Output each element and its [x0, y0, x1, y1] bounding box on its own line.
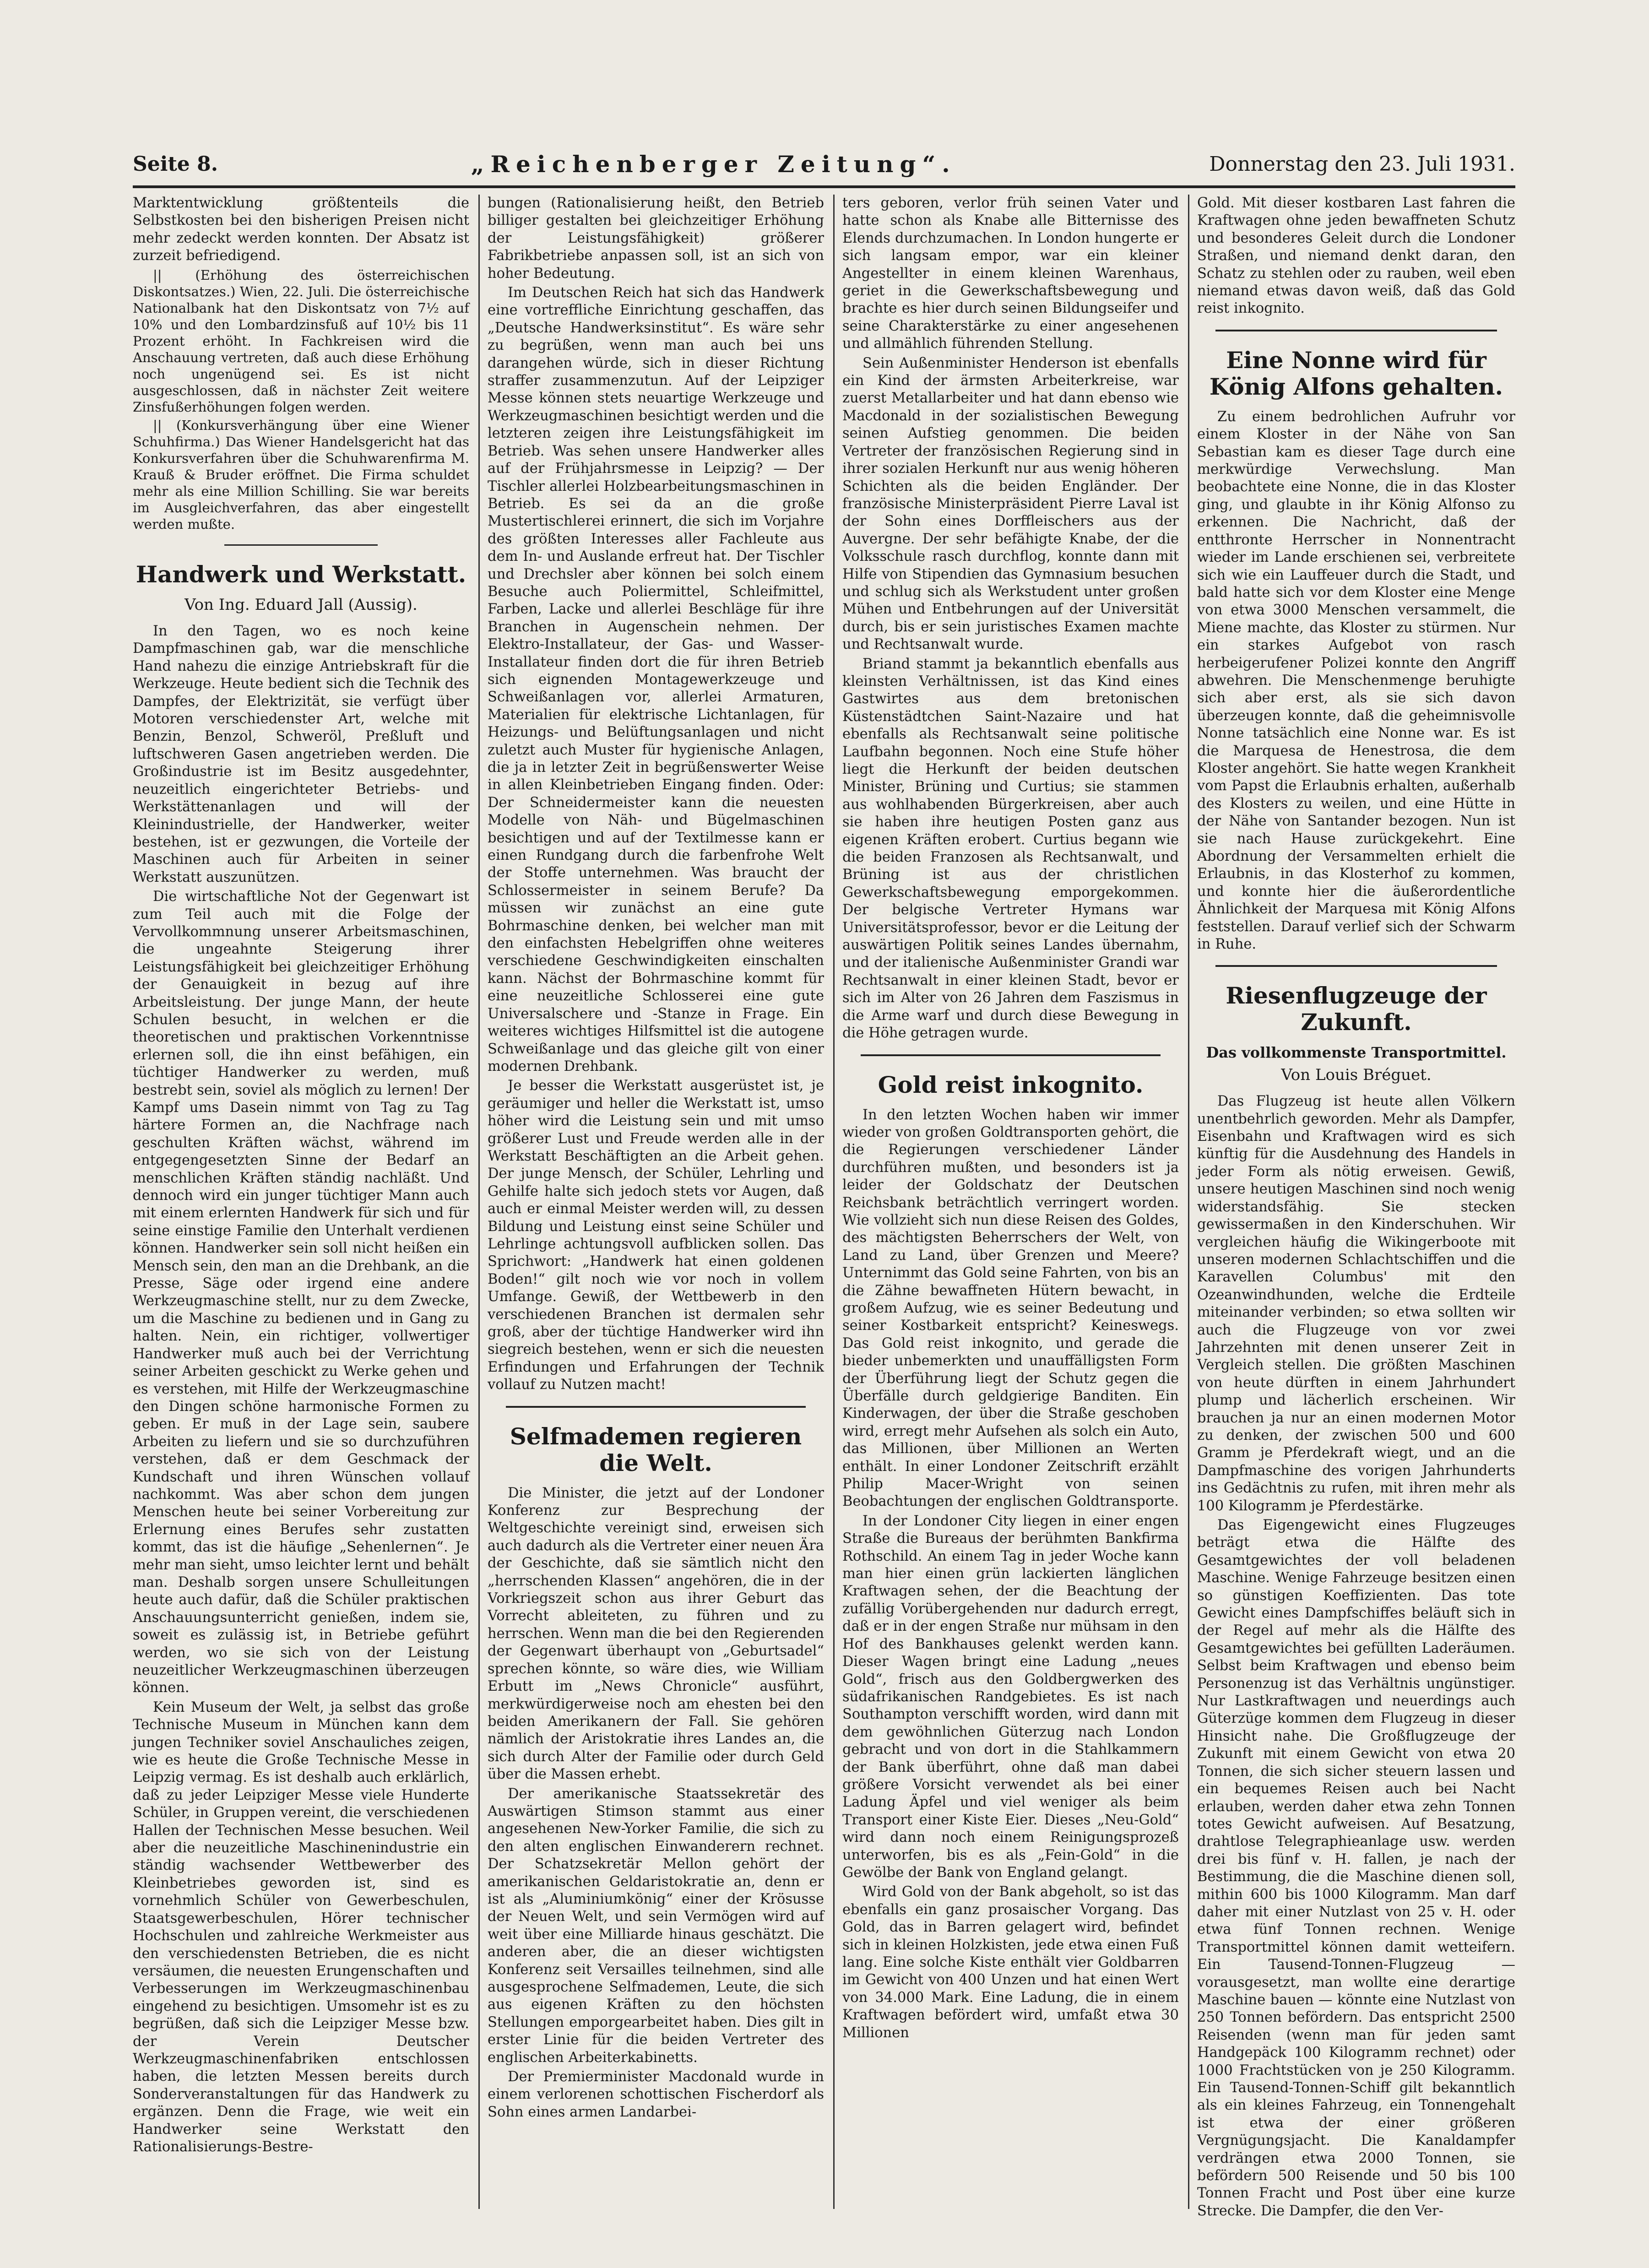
column-rule — [478, 195, 480, 2209]
article-subtitle: Das vollkommenste Transportmittel. — [1206, 1044, 1507, 1062]
columns — [133, 195, 1515, 2218]
divider — [1215, 330, 1497, 331]
article-byline: Von Louis Bréguet. — [1281, 1065, 1432, 1084]
article-paragraph: Die wirtschaftliche Not der Gegenwart ist zum Teil auch mit die Folge der Vervollkommnung unserer Arbeitsmaschinen, die ungeahnte Steigerung ihrer Leistungsfähigkeit bei gleichzeitiger Erhöhung der Genauigkeit in bezug auf ihre Arbeitsleistung. Der junge Mann, der heute Schulen besucht, in welchen er die theoretischen und praktischen Vorkenntnisse erlernen soll, die ihn einst befähigen, ein tüchtiger Handwerker zu werden, muß bestrebt sein, soviel als möglich zu lernen! Der Kampf ums Dasein nimmt von Tag zu Tag härtere Formen an, die Nachfrage nach geschulten Kräften wächst, während im entgegengesetzten Sinne der Bedarf an menschlichen Kräften ständig nachläßt. Und dennoch wird ein junger tüchtiger Mann auch mit einem erlernten Handwerk für sich und für seine einstige Familie den Unterhalt verdienen können. Handwerker sein soll nicht heißen ein Mensch sein, den man an die Drehbank, an die Presse, Säge oder irgend eine andere Werkzeugmaschine stellt, nur zu dem Zwecke, um die Maschine zu bedienen und in Gang zu halten. Nein, ein richtiger, vollwertiger Handwerker muß auch bei der Verrichtung seiner Arbeiten geschickt zu Werke gehen und es verstehen, mit Hilfe der Werkzeugmaschine den Dingen schöne harmonische Formen zu geben. Er muß in der Lage sein, saubere Arbeiten zu liefern und sie so durchzuführen verstehen, daß er dem Geschmack der Kundschaft und ihren Wünschen vollauf nachkommt. Was aber schon dem jungen Menschen heute bei seiner Vorbereitung zur Erlernung eines Berufes sehr zustatten kommt, das ist die häufige „Sehenlernen“. Je mehr man sieht, umso leichter lernt und behält man. Deshalb sorgen unsere Schulleitungen heute auch dafür, daß die Schüler praktischen Anschauungsunterricht genießen, indem sie, soweit es zulässig ist, in Betriebe geführt werden, wo sie sich von der Leistung neuzeitlicher Werkzeugmaschinen überzeugen können. — [133, 889, 469, 1696]
article-paragraph: Sein Außenminister Henderson ist ebenfalls ein Kind der ärmsten Arbeiterkreise, war zuerst Metallarbeiter und hat dann ebenso wie Macdonald in der sozialistischen Bewegung seinen Aufstieg genommen. Die beiden Vertreter der französischen Regierung sind in ihrer sozialen Herkunft nur aus wenig höheren Schichten als die beiden Engländer. Der französische Ministerpräsident Pierre Laval ist der Sohn eines Dorffleischers aus der Auvergne. Der sehr befähigte Knabe, der die Volksschule rasch durchflog, konnte dann mit Hilfe von Stipendien das Gymnasium besuchen und schlug sich als Werkstudent unter großen Mühen und Entbehrungen auf der Universität durch, bis er sein juristisches Examen machte und Rechtsanwalt wurde. — [842, 355, 1179, 653]
divider — [224, 544, 378, 546]
divider — [861, 1054, 1161, 1056]
header-rule — [133, 185, 1515, 188]
article-title: Handwerk und Werkstatt. — [136, 560, 466, 588]
article-paragraph: Im Deutschen Reich hat sich das Handwerk eine vortreffliche Einrichtung geschaffen, das „Deutsche Handwerksinstitut“. Es wäre sehr zu begrüßen, wenn man auch bei uns darangehen würde, sich in dieser Richtung straffer zusammenzutun. Auf der Leipziger Messe können stets neuartige Werkzeuge und Werkzeugmaschinen besichtigt werden und die letzteren zeigen ihre Leistungsfähigkeit im Betrieb. Was sehen unsere Handwerker alles auf der Frühjahrsmesse in Leipzig? — Der Tischler allerlei Holzbearbeitungsmaschinen in Betrieb. Es sei da an die große Mustertischlerei erinnert, die sich im Vorjahre des größten Interesses aller Fachleute aus dem In- und Auslande erfreut hat. Der Tischler und Drechsler aber können bei solch einem Besuche auch Poliermittel, Schleifmittel, Farben, Lacke und allerlei Beschläge für ihre Branchen in Augenschein nehmen. Der Elektro-Installateur, der Gas- und Wasser-Installateur finden dort die für ihren Betrieb sich eignenden Montagewerkzeuge und Schweißanlagen vor, allerlei Armaturen, Materialien für elektrische Lichtanlagen, für Heizungs- und Belüftungsanlagen und nicht zuletzt auch Muster für hygienische Anlagen, die ja in letzter Zeit in begrüßenswerter Weise in allen Kleinbetrieben Eingang finden. Oder: Der Schneidermeister kann die neuesten Modelle von Näh- und Bügelmaschinen besichtigen und auf der Textilmesse kann er einen Rundgang durch die farbenfrohe Welt der Stoffe unternehmen. Was braucht der Schlossermeister in seinem Berufe? Da müssen wir zunächst an eine gute Bohrmaschine denken, bei welcher man mit den einfachsten Hebelgriffen ohne weiteres verschiedene Geschwindigkeiten einschalten kann. Nächst der Bohrmaschine kommt für eine neuzeitliche Schlosserei eine gute Universalschere und -Stanze in Frage. Ein weiteres wichtiges Hilfsmittel ist die autogene Schweißanlage und das gleiche gilt von einer modernen Drehbank. — [488, 285, 824, 1074]
article-title: Riesenflugzeuge der Zukunft. — [1226, 982, 1487, 1036]
article-paragraph: Das Eigengewicht eines Flugzeuges beträgt etwa die Hälfte des Gesamtgewichtes der voll beladenen Maschine. Wenige Fahrzeuge besitzen einen so günstigen Koeffizienten. Das tote Gewicht eines Dampfschiffes beläuft sich in der Regel auf mehr als die Hälfte des Gesamtgewichtes bei gefüllten Laderäumen. Selbst beim Kraftwagen und ebenso beim Personenzug ist das Verhältnis ungünstiger. Nur Lastkraftwagen und neuerdings auch Güterzüge kommen dem Flugzeug in dieser Hinsicht nahe. Die Großflugzeuge der Zukunft mit einem Gewicht von etwa 20 Tonnen, die sich sicher steuern lassen und ein bequemes Reisen auch bei Nacht erlauben, werden daher etwa zehn Tonnen totes Gewicht aufweisen. Auf Besatzung, drahtlose Telegraphieanlage usw. werden drei bis fünf v. H. fallen, je nach der Bestimmung, die die Maschine dienen soll, mithin 600 bis 1000 Kilogramm. Man darf daher mit einer Nutzlast von 25 v. H. oder etwa fünf Tonnen rechnen. Wenige Transportmittel können damit wetteifern. Ein Tausend-Tonnen-Flugzeug — vorausgesetzt, man wollte eine derartige Maschine bauen — könnte eine Nutzlast von 250 Tonnen befördern. Das entspricht 2500 Reisenden (wenn man für jeden samt Handgepäck 100 Kilogramm rechnet) oder 1000 Frachtstücken von je 250 Kilogramm. Ein Tausend-Tonnen-Schiff gilt bekanntlich als ein kleines Fahrzeug, ein Tonnengehalt ist etwa der einer größeren Vergnügungsjacht. Die Kanaldampfer verdrängen etwa 2000 Tonnen, sie befördern 500 Reisende und 50 bis 100 Tonnen Fracht und Post über eine kurze Strecke. Die Dampfer, die den Ver- — [1197, 1517, 1515, 2219]
article-paragraph: Der Premierminister Macdonald wurde in einem verlorenen schottischen Fischerdorf als Sohn eines armen Landarbei- — [488, 2069, 824, 2120]
article-paragraph: bungen (Rationalisierung heißt, den Betrieb billiger gestalten bei gleichzeitiger Erhöhung der Leistungsfähigkeit) größerer Fabrikbetriebe anpassen soll, ist an sich von hoher Bedeutung. — [488, 195, 824, 282]
article-paragraph: Die Minister, die jetzt auf der Londoner Konferenz zur Besprechung der Weltgeschichte vereinigt sind, erweisen sich auch dadurch als die Vertreter einer neuen Ära der Geschichte, daß sie sämtlich nicht den „herrschenden Klassen“ angehören, die in der Vorkriegszeit schon aus ihrer Geburt das Vorrecht ableiteten, zu führen und zu herrschen. Wenn man die bei den Regierenden der Gegenwart überhaupt von „Geburtsadel“ sprechen könnte, so wäre dies, wie William Erbutt im „News Chronicle“ ausführt, merkwürdigerweise noch am ehesten bei den beiden Amerikanern der Fall. Sie gehören nämlich der Aristokratie ihres Landes an, die sich durch Alter der Familie oder durch Geld über die Massen erhebt. — [488, 1485, 824, 1783]
column-2 — [488, 195, 824, 2209]
column-rule — [833, 195, 835, 2209]
column-4 — [1197, 195, 1515, 2219]
newspaper-title: „Reichenberger Zeitung“. — [471, 150, 956, 178]
article-title: Eine Nonne wird für König Alfons gehalten. — [1209, 346, 1503, 400]
article-paragraph: Kein Museum der Welt, ja selbst das große Technische Museum in München kann dem jungen Techniker soviel Anschauliches zeigen, wie es heute die Große Technische Messe in Leipzig vermag. Es ist deshalb auch erklärlich, daß zu jeder Leipziger Messe viele Hunderte Schüler, in Gruppen vereint, die verschiedenen Hallen der Technischen Messe besuchen. Weil aber die neuzeitliche Maschinenindustrie ein ständig wachsender Wettbewerber des Kleinbetriebes geworden ist, sind es vornehmlich Schüler von Gewerbeschulen, Staatsgewerbeschulen, Hörer technischer Hochschulen und zahlreiche Werkmeister aus den verschiedensten Betrieben, die es nicht versäumen, die neuesten Erungenschaften und Verbesserungen im Werkzeugmaschinenbau eingehend zu besichtigen. Umsomehr ist es zu begrüßen, daß sich die Leipziger Messe bzw. der Verein Deutscher Werkzeugmaschinenfabriken entschlossen haben, die letzten Messen bereits durch Sonderveranstaltungen für das Handwerk zu ergänzen. Denn die Frage, wie weit ein Handwerker seine Werkstatt den Rationalisierungs-Bestre- — [133, 1699, 469, 2155]
column-rule — [1188, 195, 1189, 2209]
divider — [506, 1406, 806, 1408]
article-paragraph: In der Londoner City liegen in einer engen Straße die Bureaus der berühmten Bankfirma Rothschild. An einem Tag in jeder Woche kann man hier einen grün lackierten länglichen Kraftwagen sehen, der die Beachtung der zufällig Vorübergehenden nur dadurch erregt, daß er in der engen Straße nur mühsam in den Hof des Bankhauses gelenkt werden kann. Dieser Wagen bringt eine Ladung „neues Gold“, frisch aus den Goldbergwerken des südafrikanischen Randgebietes. Es ist nach Southampton verschifft worden, wird dann mit dem gewöhnlichen Güterzug nach London gebracht und von dort in die Stahlkammern der Bank überführt, ohne daß man dabei größere Vorsicht verwendet als bei einer Ladung Äpfel und viel weniger als beim Transport einer Kiste Eier. Dieses „Neu-Gold“ wird dann noch einem Reinigungsprozeß unterworfen, bis es als „Fein-Gold“ in die Gewölbe der Bank von England gelangt. — [842, 1513, 1179, 1881]
article-paragraph: In den Tagen, wo es noch keine Dampfmaschinen gab, war die menschliche Hand nahezu die einzige Antriebskraft für die Werkzeuge. Heute bedient sich die Technik des Dampfes, der Elektrizität, sie verfügt über Motoren verschiedenster Art, welche mit Benzin, Benzol, Schweröl, Preßluft und luftschweren Gasen angetrieben werden. Die Großindustrie ist im Besitz ausgedehnter, neuzeitlich eingerichteter Betriebs- und Werkstättenanlagen und will der Kleinindustrielle, der Handwerker, weiter bestehen, ist er gezwungen, die Vorteile der Maschinen auch für Arbeiten in seiner Werkstatt auszunützen. — [133, 623, 469, 885]
page-number: Seite 8. — [133, 152, 218, 176]
article-paragraph: Wird Gold von der Bank abgeholt, so ist das ebenfalls ein ganz prosaischer Vorgang. Das Gold, das in Barren gelagert wird, befindet sich in kleinen Holzkisten, jede etwa einen Fuß lang. Eine solche Kiste enthält vier Goldbarren im Gewicht von 400 Unzen und hat einen Wert von 34.000 Mark. Eine Ladung, die in einem Kraftwagen befördert wird, umfaßt etwa 30 Millionen — [842, 1884, 1179, 2041]
article-paragraph: Der amerikanische Staatssekretär des Auswärtigen Stimson stammt aus einer angesehenen New-Yorker Familie, die sich zu den alten englischen Einwanderern rechnet. Der Schatzsekretär Mellon gehört der amerikanischen Geldaristokratie an, denn er ist als „Aluminiumkönig“ einer der Krösusse der Neuen Welt, und sein Vermögen wird auf weit über eine Milliarde hinaus geschätzt. Die anderen aber, die an dieser wichtigsten Konferenz seit Versailles teilnehmen, sind alle ausgesprochene Selfmademen, Leute, die sich aus eigenen Kräften zu den höchsten Stellungen emporgearbeitet haben. Dies gilt in erster Linie für die beiden Vertreter des englischen Arbeiterkabinetts. — [488, 1785, 824, 2066]
article-paragraph: Briand stammt ja bekanntlich ebenfalls aus kleinsten Verhältnissen, ist das Kind eines Gastwirtes aus dem bretonischen Küstenstädtchen Saint-Nazaire und hat ebenfalls als Rechtsanwalt seine politische Laufbahn begonnen. Noch eine Stufe höher liegt die Herkunft der beiden deutschen Minister, Brüning und Curtius; sie stammen aus wohlhabenden Bürgerkreisen, aber auch sie haben ihre heutigen Posten ganz aus eigenen Kräften erobert. Curtius begann wie die beiden Franzosen als Rechtsanwalt, und Brüning ist aus der christlichen Gewerkschaftsbewegung emporgekommen. Der belgische Vertreter Hymans war Universitätsprofessor, bevor er die Leitung der auswärtigen Politik seines Landes übernahm, und der italienische Außenminister Grandi war Rechtsanwalt in einer kleinen Stadt, bevor er sich im Alter von 26 Jahren dem Faszismus in die Arme warf und durch diese Bewegung in die Höhe getragen wurde. — [842, 656, 1179, 1042]
article-paragraph: Gold. Mit dieser kostbaren Last fahren die Kraftwagen ohne jeden bewaffneten Schutz und besonderes Geleit durch die Londoner Straßen, und niemand denkt daran, den Schatz zu stehlen oder zu rauben, weil eben niemand etwas davon weiß, daß das Gold reist inkognito. — [1197, 195, 1515, 317]
article-continuation: Marktentwicklung größtenteils die Selbstkosten bei den bisherigen Preisen nicht mehr zedeckt werden konnten. Der Absatz ist zurzeit befriedigend. — [133, 195, 469, 264]
news-notice: || (Konkursverhängung über eine Wiener Schuhfirma.) Das Wiener Handelsgericht hat das Konkursverfahren über die Schuhwarenfirma M. Krauß & Bruder eröffnet. Die Firma schuldet mehr als eine Million Schilling. Sie war bereits im Ausgleichverfahren, das aber eingestellt werden mußte. — [133, 417, 469, 532]
article-paragraph: Je besser die Werkstatt ausgerüstet ist, je geräumiger und heller die Werkstatt ist, umso höher wird die Leistung sein und mit umso größerer Lust und Freude werden alle in der Werkstatt Beschäftigten an die Arbeit gehen. Der junge Mensch, der Schüler, Lehrling und Gehilfe halte sich jedoch stets vor Augen, daß auch er einmal Meister werden will, zu dessen Bildung und Leistung einst seine Schüler und Lehrlinge achtungsvoll aufblicken sollen. Das Sprichwort: „Handwerk hat einen goldenen Boden!“ gilt noch wie vor noch in vollem Umfange. Gewiß, der Wettbewerb in den verschiedenen Branchen ist dermalen sehr groß, aber der tüchtige Handwerker wird ihn siegreich bestehen, wenn er sich die neuesten Erfindungen und Erfahrungen der Technik vollauf zu Nutzen macht! — [488, 1078, 824, 1393]
article-byline: Von Ing. Eduard Jall (Aussig). — [184, 595, 418, 614]
article-paragraph: ters geboren, verlor früh seinen Vater und hatte schon als Knabe alle Bitternisse des Elends durchzumachen. In London hungerte er sich langsam empor, war ein kleiner Angestellter in einem kleinen Warenhaus, geriet in die Gewerkschaftsbewegung und brachte es hier durch seinen Bildungseifer und seine Charakterstärke zu einer angesehenen und allmählich führenden Stellung. — [842, 195, 1179, 352]
news-notice: || (Erhöhung des österreichischen Diskontsatzes.) Wien, 22. Juli. Die österreichische Nationalbank hat den Diskontsatz von 7½ auf 10% und den Lombardzinsfuß auf 10½ bis 11 Prozent erhöht. In Fachkreisen wird die Anschauung vertreten, daß auch diese Erhöhung noch ungenügend sei. Es ist nicht ausgeschlossen, daß in nächster Zeit weitere Zinsfußerhöhungen folgen werden. — [133, 267, 469, 415]
column-3 — [842, 195, 1179, 2209]
article-title: Gold reist inkognito. — [878, 1071, 1144, 1098]
article-paragraph: Zu einem bedrohlichen Aufruhr vor einem Kloster in der Nähe von San Sebastian kam es dieser Tage durch eine merkwürdige Verwechslung. Man beobachtete eine Nonne, die in das Kloster ging, und glaubte in ihr König Alfonso zu erkennen. Die Nachricht, daß der entthronte Herrscher in Nonnentracht wieder im Lande erschienen sei, verbreitete sich wie ein Lauffeuer durch die Stadt, und bald hatte sich vor dem Kloster eine Menge von etwa 3000 Menschen versammelt, die Miene machte, das Kloster zu stürmen. Nur ein starkes Aufgebot von rasch herbeigerufener Polizei konnte den Angriff abwehren. Die Menschenmenge beruhigte sich aber erst, als sie sich davon überzeugen konnte, daß die geheimnisvolle Nonne tatsächlich eine Nonne war. Es ist die Marquesa de Henestrosa, die dem Kloster angehört. Sie hatte wegen Krankheit vom Papst die Erlaubnis erhalten, außerhalb des Klosters zu weilen, und eine Hütte in der Nähe von Santander bezogen. Nun ist sie nach Hause zurückgekehrt. Eine Abordnung der Versammelten erhielt die Erlaubnis, in das Klosterhof zu kommen, und konnte hier die äußerordentliche Ähnlichkeit der Marquesa mit König Alfons feststellen. Darauf verlief sich der Schwarm in Ruhe. — [1197, 408, 1515, 953]
article-paragraph: In den letzten Wochen haben wir immer wieder von großen Goldtransporten gehört, die die Regierungen verschiedener Länder durchführen mußten, und besonders ist ja leider der Goldschatz der Deutschen Reichsbank beträchtlich verringert worden. Wie vollzieht sich nun diese Reisen des Goldes, des mächtigsten Beherrschers der Welt, von Land zu Land, über Grenzen und Meere? Unternimmt das Gold seine Fahrten, von bis an die Zähne bewaffneten Hütern bewacht, in großem Aufzug, wie es seiner Bedeutung und seiner Kostbarkeit entspricht? Keineswegs. Das Gold reist inkognito, und gerade die bieder unbemerkten und unauffälligsten Form der Überführung liegt der Schutz gegen die Überfälle durch geldgierige Banditen. Ein Kinderwagen, der über die Straße geschoben wird, erregt mehr Aufsehen als solch ein Auto, das Millionen, über Millionen an Werten enthält. In einer Londoner Zeitschrift erzählt Philip Macer-Wright von seinen Beobachtungen der englischen Goldtransporte. — [842, 1107, 1179, 1510]
column-1 — [133, 195, 469, 2209]
issue-date: Donnerstag den 23. Juli 1931. — [1209, 152, 1515, 176]
article-title: Selfmademen regieren die Welt. — [510, 1422, 802, 1476]
article-paragraph: Das Flugzeug ist heute allen Völkern unentbehrlich geworden. Mehr als Dampfer, Eisenbahn und Kraftwagen wird es sich künftig für die Ausdehnung des Handels in jeder Form als nötig erweisen. Gewiß, unsere heutigen Maschinen sind noch wenig widerstandsfähig. Sie stecken gewissermaßen in den Kinderschuhen. Wir vergleichen häufig die Wikingerboote mit unseren modernen Schlachtschiffen und die Karavellen Columbus' mit den Ozeanwindhunden, welche die Erdteile miteinander verbinden; so etwa sollten wir auch die Flugzeuge von vor zwei Jahrzehnten mit denen unserer Zeit in Vergleich stellen. Die größten Maschinen von heute dürften in einem Jahrhundert plump und lächerlich erscheinen. Wir brauchen ja nur an einen modernen Motor zu denken, der zwischen 500 und 600 Gramm je Pferdekraft wiegt, und an die Dampfmaschine des vorigen Jahrhunderts ins Gedächtnis zu rufen, mit ihren mehr als 100 Kilogramm je Pferdestärke. — [1197, 1093, 1515, 1514]
divider — [1215, 965, 1497, 967]
page-header — [133, 146, 1515, 182]
